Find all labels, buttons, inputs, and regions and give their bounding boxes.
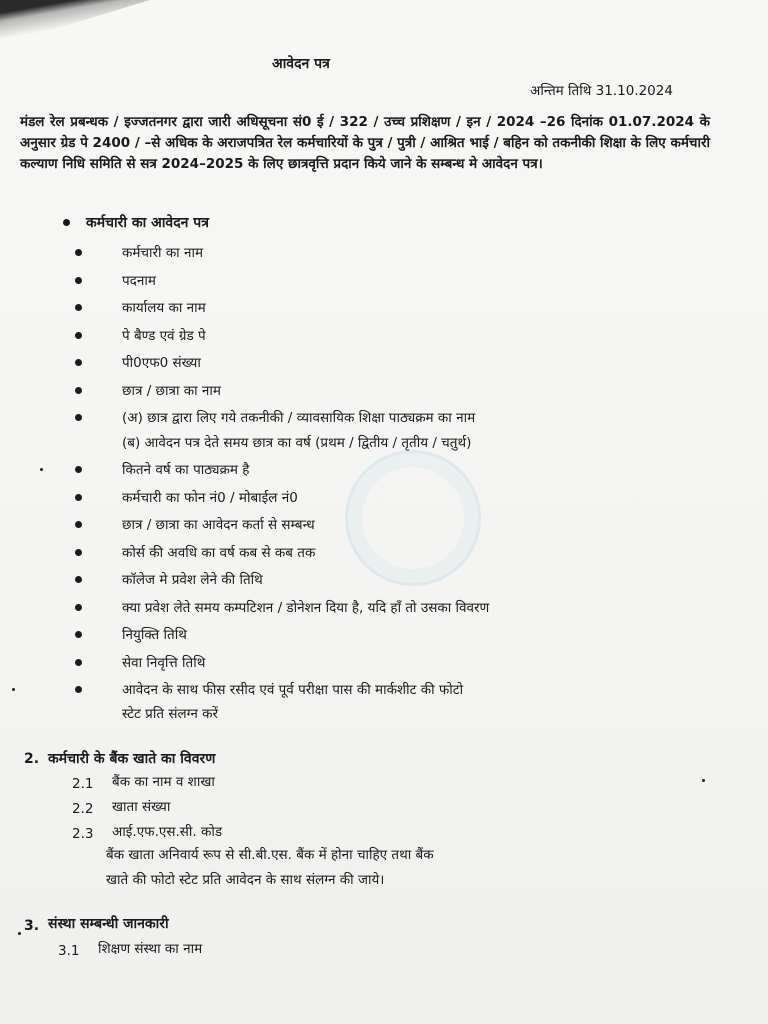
list-item: पदनाम xyxy=(122,273,156,289)
bullet xyxy=(75,631,82,638)
subitem-text: बैंक का नाम व शाखा xyxy=(112,774,215,790)
scan-speck xyxy=(702,779,705,782)
bullet xyxy=(63,219,70,226)
page-corner-shadow xyxy=(0,0,150,46)
bullet xyxy=(75,249,82,256)
list-item: छात्र / छात्रा का आवेदन कर्ता से सम्बन्ध xyxy=(122,517,315,533)
list-item: कॉलेज मे प्रवेश लेने की तिथि xyxy=(122,572,263,588)
bullet xyxy=(75,304,82,311)
list-item: (अ) छात्र द्वारा लिए गये तकनीकी / व्यावसायिक शिक्षा पाठ्यक्रम का नाम xyxy=(122,410,476,426)
bullet xyxy=(75,466,82,473)
bullet xyxy=(75,686,82,693)
subitem-text: आई.एफ.एस.सी. कोड xyxy=(112,824,223,840)
subitem-number: 2.1 xyxy=(72,776,94,792)
bank-note-line2: खाते की फोटो स्टेट प्रति आवेदन के साथ संलग्न की जाये। xyxy=(106,872,385,888)
section1-heading: कर्मचारी का आवेदन पत्र xyxy=(86,215,209,231)
intro-paragraph: मंडल रेल प्रबन्धक / इज्जतनगर द्वारा जारी अधिसूचना सं0 ई / 322 / उच्च प्रशिक्षण / इन / 2024 –26 दिनांक 01.07.2024 के अनुसार ग्रेड पे 2400 / –से अधिक के अराजपत्रित रेल कर्मचारियों के पुत्र / पुत्री / आश्रित भाई / बहिन को तकनीकी शिक्षा के लिए कर्मचारी कल्याण निधि समिति से सत्र 2024–2025 के लिए छात्रवृत्ति प्रदान किये जाने के सम्बन्ध मे आवेदन पत्र। xyxy=(20,114,710,172)
section3-number: 3. xyxy=(24,918,40,934)
bullet xyxy=(75,549,82,556)
section2-number: 2. xyxy=(24,751,40,767)
list-item: नियुक्ति तिथि xyxy=(122,627,187,643)
subitem-number: 2.2 xyxy=(72,801,94,817)
list-item: आवेदन के साथ फीस रसीद एवं पूर्व परीक्षा पास की मार्कशीट की फोटो xyxy=(122,682,464,698)
bullet xyxy=(75,659,82,666)
list-item: पी0एफ0 संख्या xyxy=(122,355,201,371)
bullet xyxy=(75,277,82,284)
bullet xyxy=(75,604,82,611)
faint-stamp-watermark xyxy=(345,450,481,586)
document-title: आवेदन पत्र xyxy=(272,56,330,72)
bullet xyxy=(75,332,82,339)
list-item: कार्यालय का नाम xyxy=(122,300,206,316)
list-item-continuation: स्टेट प्रति संलग्न करें xyxy=(122,706,219,722)
scan-speck xyxy=(18,932,21,935)
scan-speck xyxy=(12,688,15,691)
scan-speck xyxy=(40,468,43,471)
list-item: कर्मचारी का फोन नं0 / मोबाईल नं0 xyxy=(122,490,298,506)
subitem-number: 2.3 xyxy=(72,826,94,842)
bullet xyxy=(75,521,82,528)
subitem-number: 3.1 xyxy=(58,943,80,959)
list-item: छात्र / छात्रा का नाम xyxy=(122,383,221,399)
bullet xyxy=(75,494,82,501)
list-item: क्या प्रवेश लेते समय कम्पटिशन / डोनेशन दिया है, यदि हाँ तो उसका विवरण xyxy=(122,600,490,616)
bank-note-line1: बैंक खाता अनिवार्य रूप से सी.बी.एस. बैंक में होना चाहिए तथा बैंक xyxy=(106,847,434,863)
list-item: कर्मचारी का नाम xyxy=(122,245,204,261)
bullet xyxy=(75,576,82,583)
list-item: कोर्स की अवधि का वर्ष कब से कब तक xyxy=(122,545,316,561)
subitem-text: शिक्षण संस्था का नाम xyxy=(98,941,203,957)
subitem-text: खाता संख्या xyxy=(112,799,171,815)
list-item-continuation: (ब) आवेदन पत्र देते समय छात्र का वर्ष (प्रथम / द्वितीय / तृतीय / चतुर्थ) xyxy=(122,435,472,451)
list-item: कितने वर्ष का पाठ्यक्रम है xyxy=(122,462,250,478)
list-item: पे बैण्ड एवं ग्रेड पे xyxy=(122,328,206,344)
section2-heading: कर्मचारी के बैंक खाते का विवरण xyxy=(48,751,216,767)
section3-heading: संस्था सम्बन्धी जानकारी xyxy=(48,916,169,932)
bullet xyxy=(75,387,82,394)
bullet xyxy=(75,359,82,366)
bullet xyxy=(75,414,82,421)
list-item: सेवा निवृत्ति तिथि xyxy=(122,655,206,671)
last-date: अन्तिम तिथि 31.10.2024 xyxy=(530,83,673,99)
